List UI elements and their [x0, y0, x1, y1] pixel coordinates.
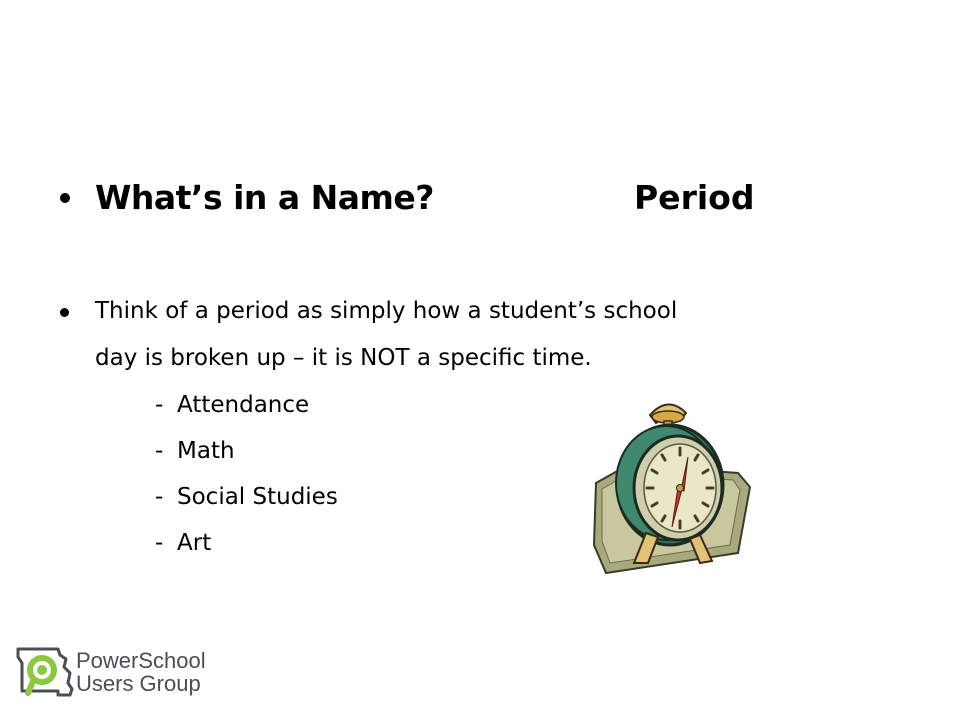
- alarm-clock-clipart: [588, 395, 758, 577]
- missouri-map-logo-icon: [14, 645, 76, 701]
- alarm-clock-icon: [588, 395, 758, 577]
- sub-item-math: [155, 438, 235, 464]
- sub-item-label: Math: [177, 438, 235, 464]
- logo-line-1: PowerSchool: [76, 648, 206, 673]
- slide-title-topic: Period: [634, 178, 755, 217]
- title-bullet: [60, 193, 70, 203]
- dash: -: [155, 392, 164, 418]
- dash: -: [155, 438, 164, 464]
- sub-item-label: Art: [177, 530, 212, 556]
- sub-item-art: [155, 530, 211, 556]
- body-line-1: Think of a period as simply how a student’s school: [95, 298, 678, 324]
- dash: -: [155, 484, 164, 510]
- logo-wordmark: [76, 649, 206, 695]
- body-line-2: day is broken up – it is NOT a specific time.: [95, 345, 592, 371]
- sub-item-label: Attendance: [177, 392, 310, 418]
- slide-title: What’s in a Name?: [95, 178, 434, 217]
- body-bullet: [60, 308, 69, 317]
- sub-item-attendance: [155, 392, 309, 418]
- sub-item-social-studies: [155, 484, 338, 510]
- dash: -: [155, 530, 164, 556]
- sub-item-label: Social Studies: [177, 484, 338, 510]
- logo-line-2: Users Group: [76, 671, 201, 696]
